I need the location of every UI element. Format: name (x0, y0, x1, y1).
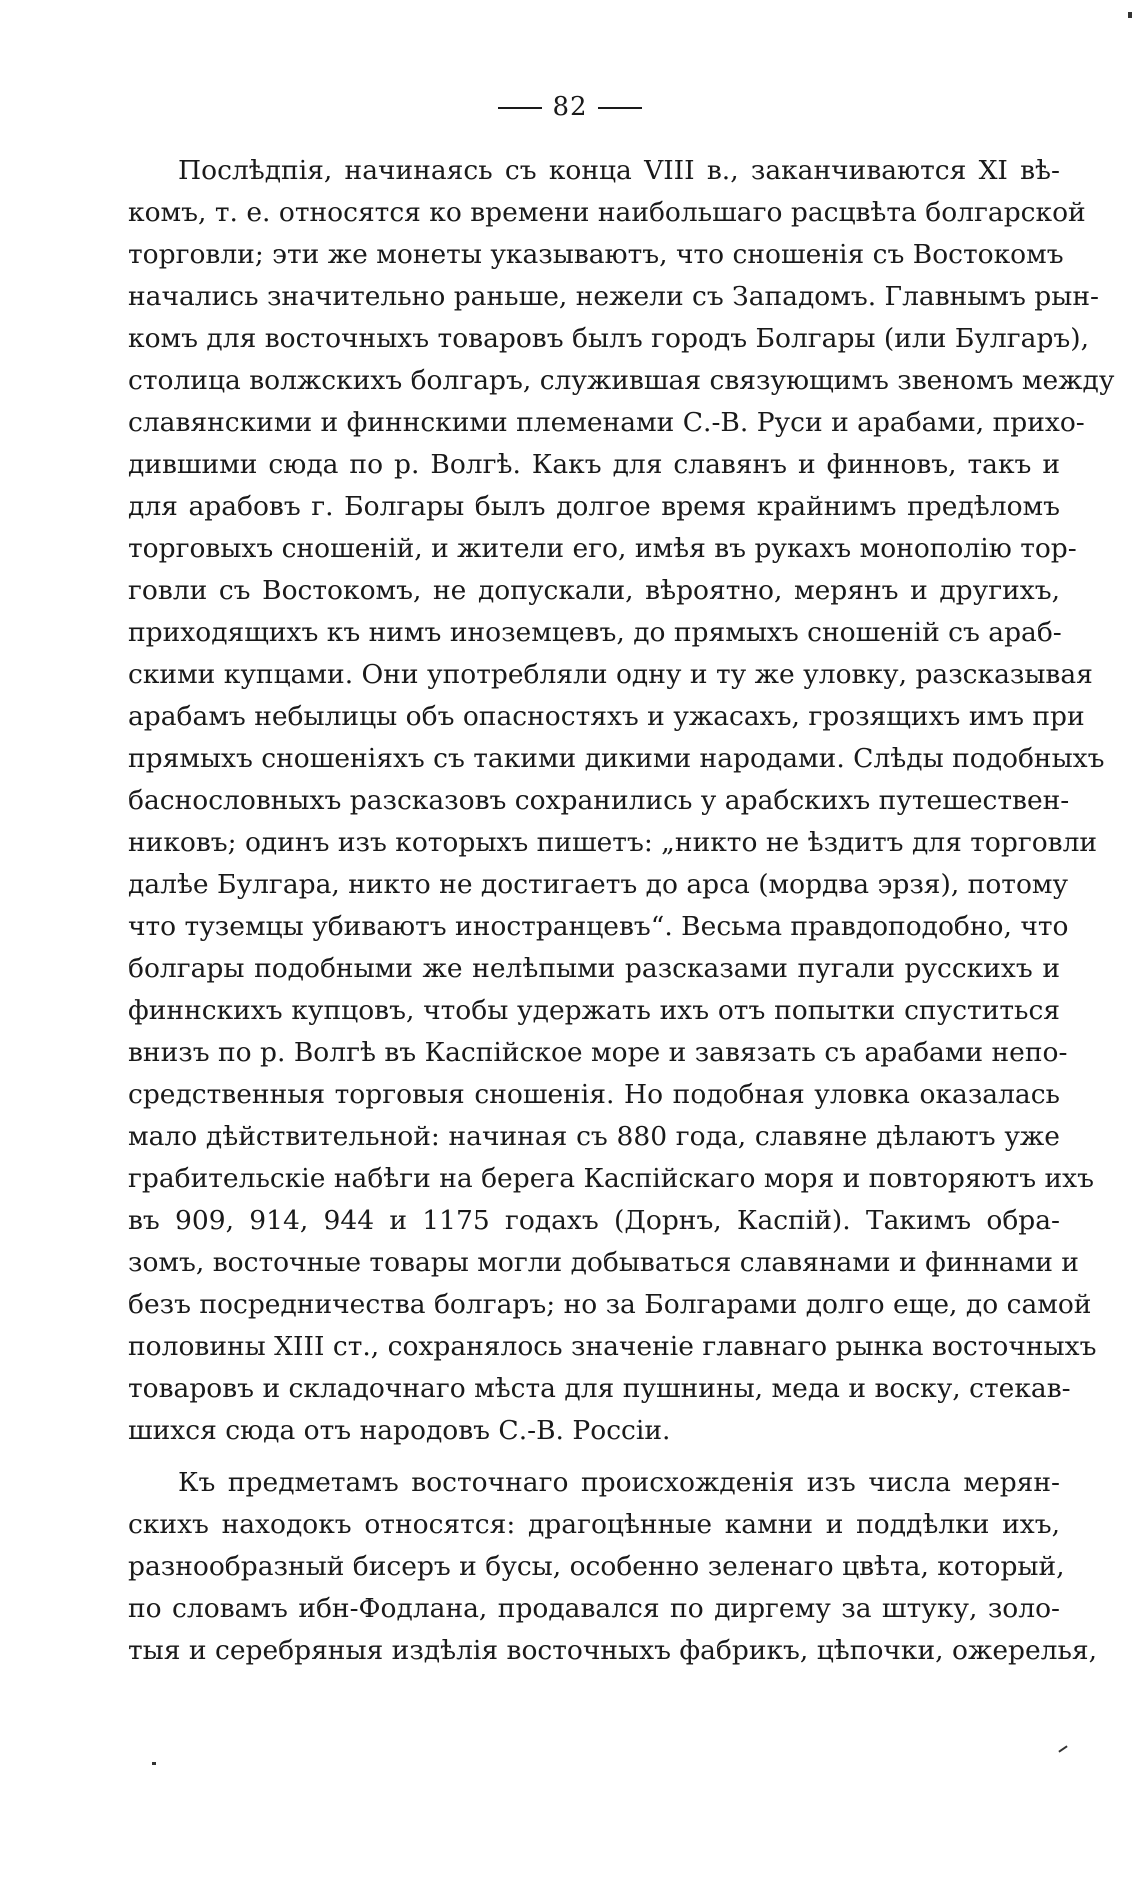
text-line: говли съ Востокомъ, не допускали, вѣроятно, мерянъ и другихъ, (128, 575, 1060, 606)
text-line: баснословныхъ разсказовъ сохранились у арабскихъ путешествен- (128, 785, 1070, 816)
scan-speck (1128, 12, 1132, 18)
text-line: тыя и серебряныя издѣлія восточныхъ фабрикъ, цѣпочки, ожерелья, (128, 1635, 1098, 1666)
scan-speck (152, 1762, 156, 1765)
page-number-dash-right (598, 107, 642, 109)
text-line: товаровъ и складочнаго мѣста для пушнины, меда и воску, стекав- (128, 1373, 1071, 1404)
page-number (0, 92, 1140, 122)
text-line: начались значительно раньше, нежели съ Западомъ. Главнымъ рын- (128, 281, 1099, 312)
text-line: что туземцы убиваютъ иностранцевъ“. Весьма правдоподобно, что (128, 911, 1069, 942)
text-line: по словамъ ибн-Фодлана, продавался по диргему за штуку, золо- (128, 1593, 1060, 1624)
scan-speck (1058, 1745, 1067, 1752)
text-line: для арабовъ г. Болгары былъ долгое время крайнимъ предѣломъ (128, 491, 1060, 522)
text-line: славянскими и финнскими племенами С.-В. Руси и арабами, прихо- (128, 407, 1085, 438)
text-line: шихся сюда отъ народовъ С.-В. Россіи. (128, 1415, 671, 1446)
body-text (128, 150, 1115, 1672)
page-number-value: 82 (552, 92, 588, 122)
text-line: въ 909, 914, 944 и 1175 годахъ (Дорнъ, Каспій). Такимъ обра- (128, 1205, 1060, 1236)
text-line: комъ, т. е. относятся ко времени наибольшаго расцвѣта болгарской (128, 197, 1086, 228)
text-line: болгары подобными же нелѣпыми разсказами пугали русскихъ и (128, 953, 1060, 984)
paragraph-1 (128, 150, 1115, 1452)
paragraph-2 (128, 1462, 1098, 1672)
text-line: приходящихъ къ нимъ иноземцевъ, до прямыхъ сношеній съ араб- (128, 617, 1062, 648)
text-line: арабамъ небылицы объ опасностяхъ и ужасахъ, грозящихъ имъ при (128, 701, 1085, 732)
text-line: Къ предметамъ восточнаго происхожденія изъ числа мерян- (178, 1467, 1060, 1498)
text-line: торговыхъ сношеній, и жители его, имѣя въ рукахъ монополію тор- (128, 533, 1077, 564)
text-line: зомъ, восточные товары могли добываться славянами и финнами и (128, 1247, 1079, 1278)
text-line: Послѣдпія, начинаясь съ конца VIII в., заканчиваются XI вѣ- (178, 155, 1060, 186)
text-line: половины XIII ст., сохранялось значеніе главнаго рынка восточныхъ (128, 1331, 1097, 1362)
text-line: дившими сюда по р. Волгѣ. Какъ для славянъ и финновъ, такъ и (128, 449, 1060, 480)
text-line: финнскихъ купцовъ, чтобы удержать ихъ отъ попытки спуститься (128, 995, 1060, 1026)
text-line: торговли; эти же монеты указываютъ, что сношенія съ Востокомъ (128, 239, 1064, 270)
text-line: средственныя торговыя сношенія. Но подобная уловка оказалась (128, 1079, 1060, 1110)
text-line: скими купцами. Они употребляли одну и ту же уловку, разсказывая (128, 659, 1093, 690)
text-line: комъ для восточныхъ товаровъ былъ городъ Болгары (или Булгаръ), (128, 323, 1090, 354)
text-line: разнообразный бисеръ и бусы, особенно зеленаго цвѣта, который, (128, 1551, 1065, 1582)
text-line: мало дѣйствительной: начиная съ 880 года, славяне дѣлаютъ уже (128, 1121, 1060, 1152)
text-line: безъ посредничества болгаръ; но за Болгарами долго еще, до самой (128, 1289, 1092, 1320)
text-line: грабительскіе набѣги на берега Каспійскаго моря и повторяютъ ихъ (128, 1163, 1094, 1194)
page-number-dash-left (498, 107, 542, 109)
text-line: никовъ; одинъ изъ которыхъ пишетъ: „никто не ѣздитъ для торговли (128, 827, 1098, 858)
text-line: скихъ находокъ относятся: драгоцѣнные камни и поддѣлки ихъ, (128, 1509, 1060, 1540)
text-line: внизъ по р. Волгѣ въ Каспійское море и завязать съ арабами непо- (128, 1037, 1068, 1068)
text-line: прямыхъ сношеніяхъ съ такими дикими народами. Слѣды подобныхъ (128, 743, 1105, 774)
text-line: столица волжскихъ болгаръ, служившая связующимъ звеномъ между (128, 365, 1115, 396)
text-line: далѣе Булгара, никто не достигаетъ до арса (мордва эрзя), потому (128, 869, 1069, 900)
